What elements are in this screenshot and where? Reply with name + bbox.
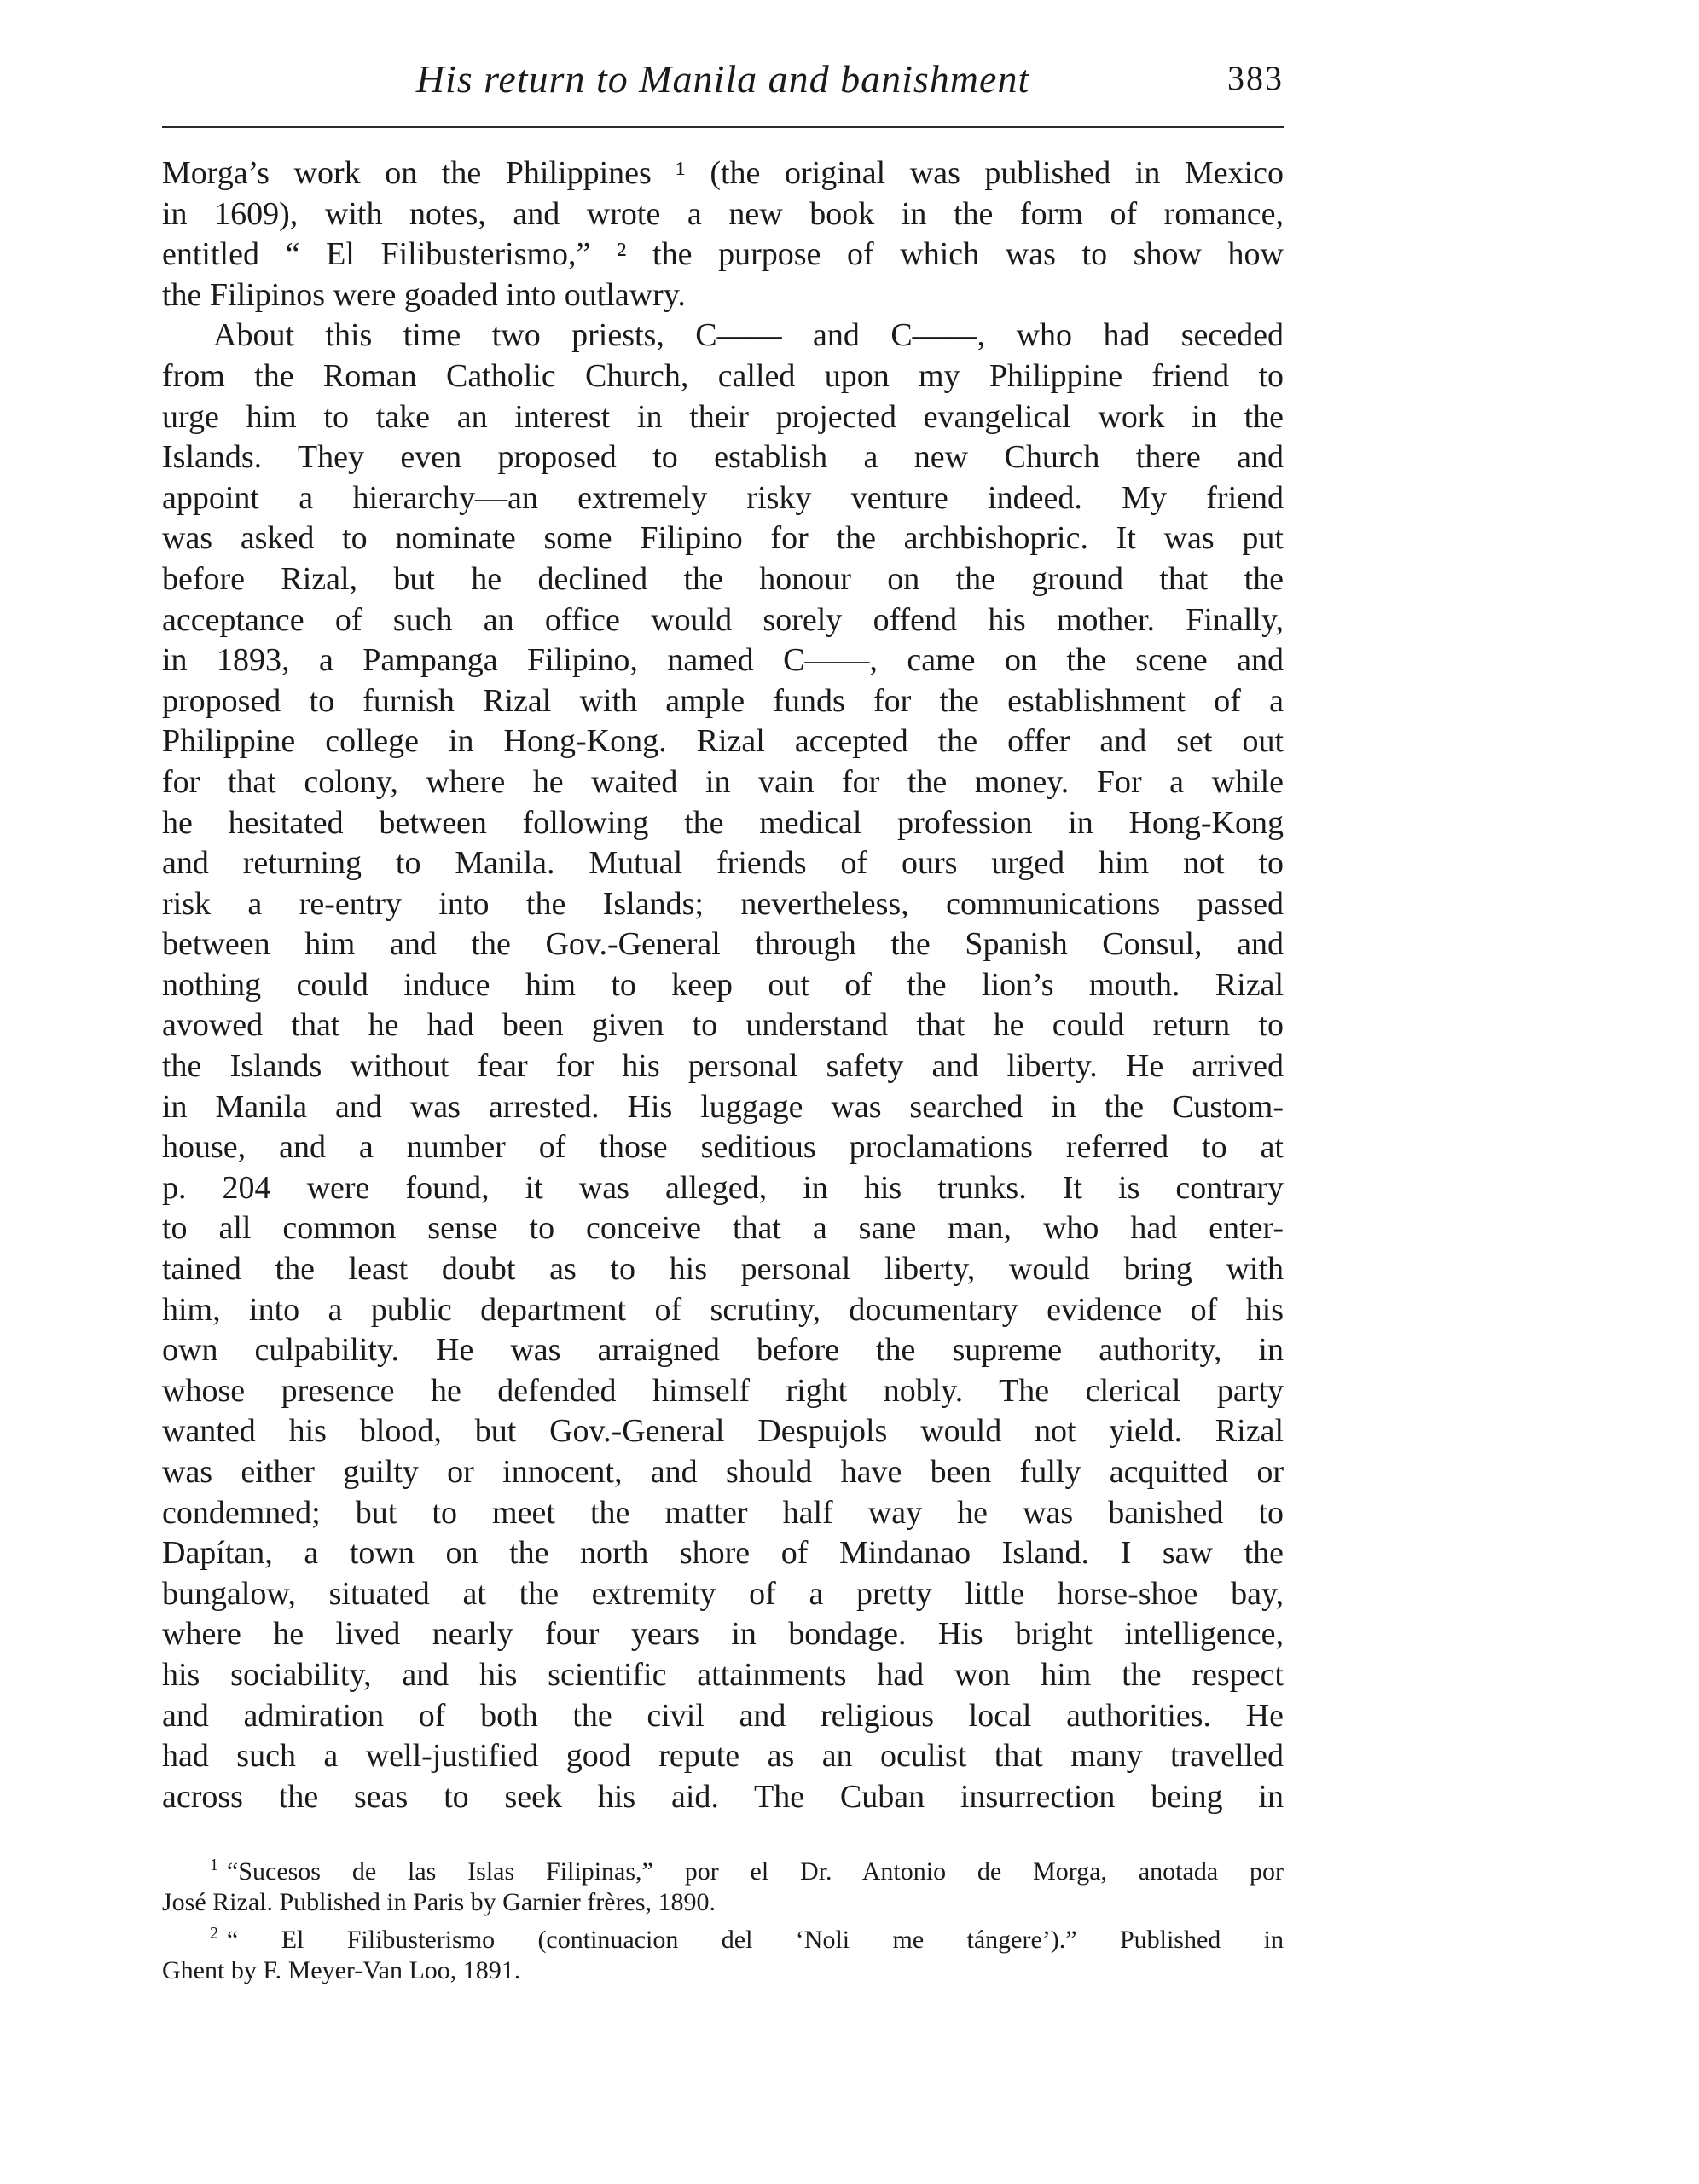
running-head <box>162 51 1284 111</box>
body-line: urge him to take an interest in their projected evangelical work in the <box>162 398 1284 435</box>
footnotes <box>162 1850 1284 1986</box>
body-line: Philippine college in Hong-Kong. Rizal accepted the offer and set out <box>162 723 1284 760</box>
book-page <box>162 51 1284 1986</box>
body-line: between him and the Gov.-General through the Spanish Consul, and <box>162 926 1284 963</box>
body-line: him, into a public department of scrutiny, documentary evidence of his <box>162 1291 1284 1328</box>
body-line: Islands. They even proposed to establish a new Church there and <box>162 439 1284 476</box>
body-line: tained the least doubt as to his personal liberty, would bring with <box>162 1251 1284 1288</box>
body-line: avowed that he had been given to understand that he could return to <box>162 1007 1284 1044</box>
footnote-2 <box>162 1918 1284 1986</box>
body-line: risk a re-entry into the Islands; nevertheless, communications passed <box>162 885 1284 922</box>
body-line: had such a well-justified good repute as an oculist that many travelled <box>162 1738 1284 1775</box>
footnote-1 <box>162 1850 1284 1918</box>
body-line: appoint a hierarchy—an extremely risky venture indeed. My friend <box>162 479 1284 516</box>
footnote-text: “ El Filibusterismo (continuacion del ‘Noli me tángere’).” Published in <box>227 1926 1284 1955</box>
body-line: Dapítan, a town on the north shore of Mindanao Island. I saw the <box>162 1535 1284 1572</box>
chapter-title: His return to Manila and banishment <box>415 57 1030 101</box>
body-line: About this time two priests, C—— and C——, who had seceded <box>213 317 1284 354</box>
body-line: where he lived nearly four years in bondage. His bright intelligence, <box>162 1616 1284 1653</box>
body-line: his sociability, and his scientific attainments had won him the respect <box>162 1656 1284 1693</box>
body-line: and returning to Manila. Mutual friends of ours urged him not to <box>162 845 1284 882</box>
body-line: wanted his blood, but Gov.-General Despujols would not yield. Rizal <box>162 1413 1284 1450</box>
body-line: in 1893, a Pampanga Filipino, named C——, came on the scene and <box>162 642 1284 679</box>
body-line: bungalow, situated at the extremity of a pretty little horse-shoe bay, <box>162 1575 1284 1612</box>
body-line: Morga’s work on the Philippines ¹ (the original was published in Mexico <box>162 155 1284 191</box>
body-line: condemned; but to meet the matter half way he was banished to <box>162 1494 1284 1531</box>
footnote-marker: 2 <box>210 1924 218 1944</box>
body-line: he hesitated between following the medical profession in Hong-Kong <box>162 804 1284 841</box>
body-line: to all common sense to conceive that a sane man, who had enter- <box>162 1210 1284 1247</box>
body-line: from the Roman Catholic Church, called upon my Philippine friend to <box>162 357 1284 394</box>
body-line: across the seas to seek his aid. The Cuban insurrection being in <box>162 1778 1284 1815</box>
body-line: the Islands without fear for his personal safety and liberty. He arrived <box>162 1048 1284 1085</box>
body-line: proposed to furnish Rizal with ample funds for the establishment of a <box>162 682 1284 719</box>
body-line: and admiration of both the civil and religious local authorities. He <box>162 1697 1284 1734</box>
page-number: 383 <box>1227 59 1284 97</box>
body-line: was either guilty or innocent, and should have been fully acquitted or <box>162 1454 1284 1490</box>
body-line: in Manila and was arrested. His luggage was searched in the Custom- <box>162 1088 1284 1125</box>
body-line: for that colony, where he waited in vain for the money. For a while <box>162 763 1284 800</box>
body-line: own culpability. He was arraigned before the supreme authority, in <box>162 1332 1284 1369</box>
footnote-text: “Sucesos de las Islas Filipinas,” por el Dr. Antonio de Morga, anotada por <box>227 1857 1284 1886</box>
footnote-marker: 1 <box>210 1856 218 1875</box>
footnote-text-continued: Ghent by F. Meyer-Van Loo, 1891. <box>162 1956 521 1985</box>
body-line: house, and a number of those seditious proclamations referred to at <box>162 1129 1284 1166</box>
body-line: acceptance of such an office would sorely offend his mother. Finally, <box>162 601 1284 638</box>
body-line: nothing could induce him to keep out of the lion’s mouth. Rizal <box>162 966 1284 1003</box>
body-line: the Filipinos were goaded into outlawry. <box>162 276 686 313</box>
header-rule <box>162 126 1284 128</box>
footnote-text-continued: José Rizal. Published in Paris by Garnier frères, 1890. <box>162 1888 716 1917</box>
body-line: was asked to nominate some Filipino for the archbishopric. It was put <box>162 520 1284 557</box>
body-line: entitled “ El Filibusterismo,” ² the purpose of which was to show how <box>162 236 1284 273</box>
body-line: in 1609), with notes, and wrote a new book in the form of romance, <box>162 195 1284 232</box>
body-line: whose presence he defended himself right nobly. The clerical party <box>162 1372 1284 1409</box>
body-text <box>162 154 1284 1817</box>
body-line: p. 204 were found, it was alleged, in his trunks. It is contrary <box>162 1169 1284 1206</box>
body-line: before Rizal, but he declined the honour on the ground that the <box>162 560 1284 597</box>
